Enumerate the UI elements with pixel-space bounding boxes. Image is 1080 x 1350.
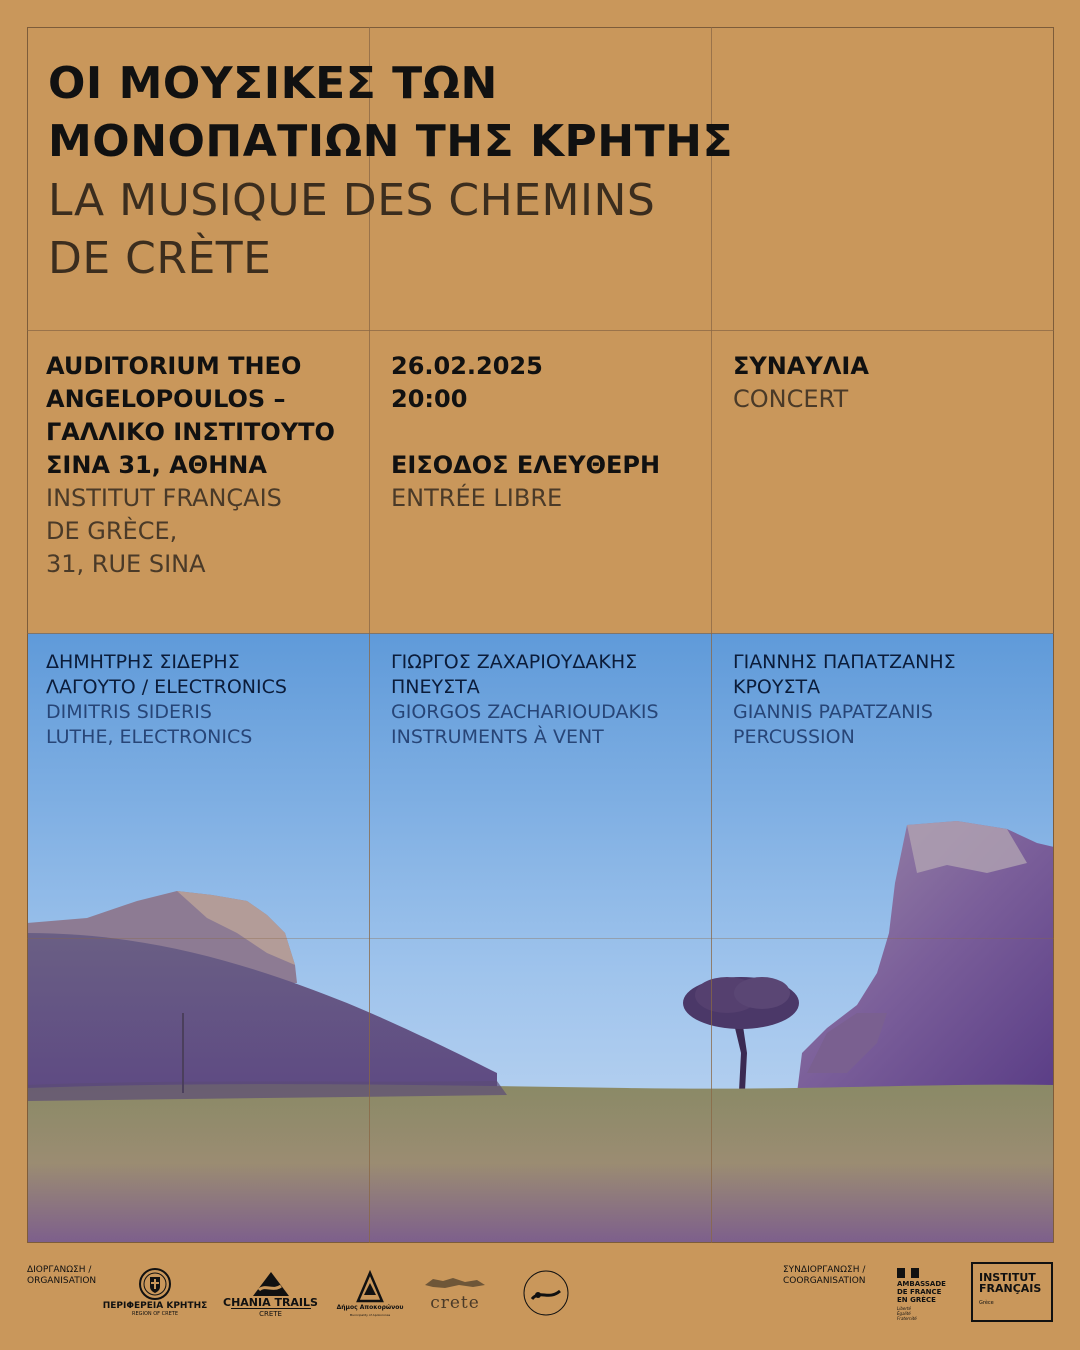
grid-divider	[711, 27, 712, 1243]
event-time: 20:00	[391, 385, 468, 413]
title-french-line2: DE CRÈTE	[48, 233, 272, 284]
motto-line: Liberté	[897, 1305, 912, 1311]
musician-block	[733, 650, 956, 750]
title-greek-line1: ΟΙ ΜΟΥΣΙΚΕΣ ΤΩΝ	[48, 58, 498, 109]
region-crete-logo	[102, 1262, 208, 1322]
apokoronas-name: Δήμος Αποκορώνου	[336, 1304, 404, 1311]
hiking-federation-logo	[515, 1264, 577, 1322]
motto-line: Fraternité	[897, 1315, 917, 1321]
title-greek-line2: ΜΟΝΟΠΑΤΙΩΝ ΤΗΣ ΚΡΗΤΗΣ	[48, 116, 734, 167]
venue-french-line: INSTITUT FRANÇAIS	[46, 484, 282, 512]
datetime-block	[391, 350, 660, 515]
motto-line: Égalité	[897, 1310, 911, 1316]
greek-coat-of-arms-icon	[138, 1267, 172, 1301]
title-greek	[48, 55, 733, 171]
institut-sub: Grèce	[979, 1300, 994, 1306]
ambassade-line: AMBASSADE	[897, 1279, 946, 1288]
musician-greek-name: ΓΙΩΡΓΟΣ ΖΑΧΑΡΙΟΥΔΑΚΗΣ	[391, 651, 638, 673]
coorganisation-label-greek: ΣΥΝΔΙΟΡΓΑΝΩΣΗ /	[783, 1265, 866, 1275]
grid-divider	[27, 938, 1054, 939]
institut-line1: INSTITUT	[979, 1271, 1036, 1284]
event-date: 26.02.2025	[391, 352, 543, 380]
institut-francais-logo	[971, 1262, 1053, 1322]
grid-divider	[27, 330, 1054, 331]
organisation-label	[27, 1265, 96, 1287]
event-type-block	[733, 350, 869, 416]
apokoronas-sub: Municipality of Apokoronas	[349, 1313, 391, 1317]
musician-greek-role: ΛΑΓΟΥΤΟ / ELECTRONICS	[46, 676, 287, 698]
musician-greek-role: ΠΝΕΥΣΤΑ	[391, 676, 480, 698]
ambassade-line: DE FRANCE	[897, 1287, 942, 1296]
entry-french: ENTRÉE LIBRE	[391, 484, 563, 512]
apokoronas-logo	[336, 1260, 404, 1326]
coorganisation-label-french: COORGANISATION	[783, 1276, 866, 1286]
venue-greek-line: ANGELOPOULOS –	[46, 385, 286, 413]
title-french	[48, 172, 655, 288]
title-french-line1: LA MUSIQUE DES CHEMINS	[48, 175, 656, 226]
ambassade-line: EN GRÈCE	[897, 1295, 936, 1304]
ambassade-motto	[897, 1306, 917, 1321]
coorganisation-label	[783, 1265, 866, 1287]
bird-mountain-icon	[355, 1269, 385, 1303]
musician-greek-name: ΓΙΑΝΝΗΣ ΠΑΠΑΤΖΑΝΗΣ	[733, 651, 956, 673]
institut-line2: FRANÇAIS	[979, 1282, 1042, 1295]
hiking-federation-icon	[518, 1265, 574, 1321]
region-crete-name: ΠΕΡΙΦΕΡΕΙΑ ΚΡΗΤΗΣ	[102, 1301, 208, 1311]
ambassade-name	[897, 1280, 946, 1304]
organisation-label-french: ORGANISATION	[27, 1276, 97, 1286]
venue-greek-line: ΣΙΝΑ 31, ΑΘΗΝΑ	[46, 451, 267, 479]
musician-greek-role: ΚΡΟΥΣΤΑ	[733, 676, 821, 698]
mountain-icon	[251, 1268, 291, 1298]
chania-trails-sub: CRETE	[231, 1308, 311, 1318]
event-type-french: CONCERT	[733, 385, 849, 413]
region-crete-sub: REGION OF CRETE	[132, 1311, 178, 1317]
venue-greek-line: ΓΑΛΛΙΚΟ ΙΝΣΤΙΤΟΥΤΟ	[46, 418, 335, 446]
musician-latin-name: GIORGOS ZACHARIOUDAKIS	[391, 701, 659, 723]
venue-greek-line: AUDITORIUM THEO	[46, 352, 302, 380]
french-republic-icon	[897, 1268, 919, 1278]
chania-trails-name: CHANIA TRAILS	[223, 1296, 318, 1309]
crete-name: crete	[430, 1293, 480, 1313]
venue-french-line: 31, RUE SINA	[46, 550, 206, 578]
musician-latin-name: GIANNIS PAPATZANIS	[733, 701, 933, 723]
organisation-label-greek: ΔΙΟΡΓΑΝΩΣΗ /	[27, 1265, 92, 1275]
grid-divider	[27, 633, 1054, 634]
musician-latin-role: PERCUSSION	[733, 726, 855, 748]
crete-logo	[420, 1268, 490, 1318]
ambassade-logo	[897, 1264, 959, 1324]
crete-island-icon	[423, 1273, 487, 1293]
musician-latin-role: LUTHE, ELECTRONICS	[46, 726, 253, 748]
musician-greek-name: ΔΗΜΗΤΡΗΣ ΣΙΔΕΡΗΣ	[46, 651, 240, 673]
event-type-greek: ΣΥΝΑΥΛΙΑ	[733, 352, 869, 380]
musician-latin-role: INSTRUMENTS À VENT	[391, 726, 604, 748]
entry-greek: ΕΙΣΟΔΟΣ ΕΛΕΥΘΕΡΗ	[391, 451, 661, 479]
chania-trails-logo	[218, 1262, 323, 1324]
musician-latin-name: DIMITRIS SIDERIS	[46, 701, 212, 723]
venue-block	[46, 350, 335, 581]
musician-block	[46, 650, 287, 750]
musician-block	[391, 650, 659, 750]
venue-french-line: DE GRÈCE,	[46, 517, 178, 545]
